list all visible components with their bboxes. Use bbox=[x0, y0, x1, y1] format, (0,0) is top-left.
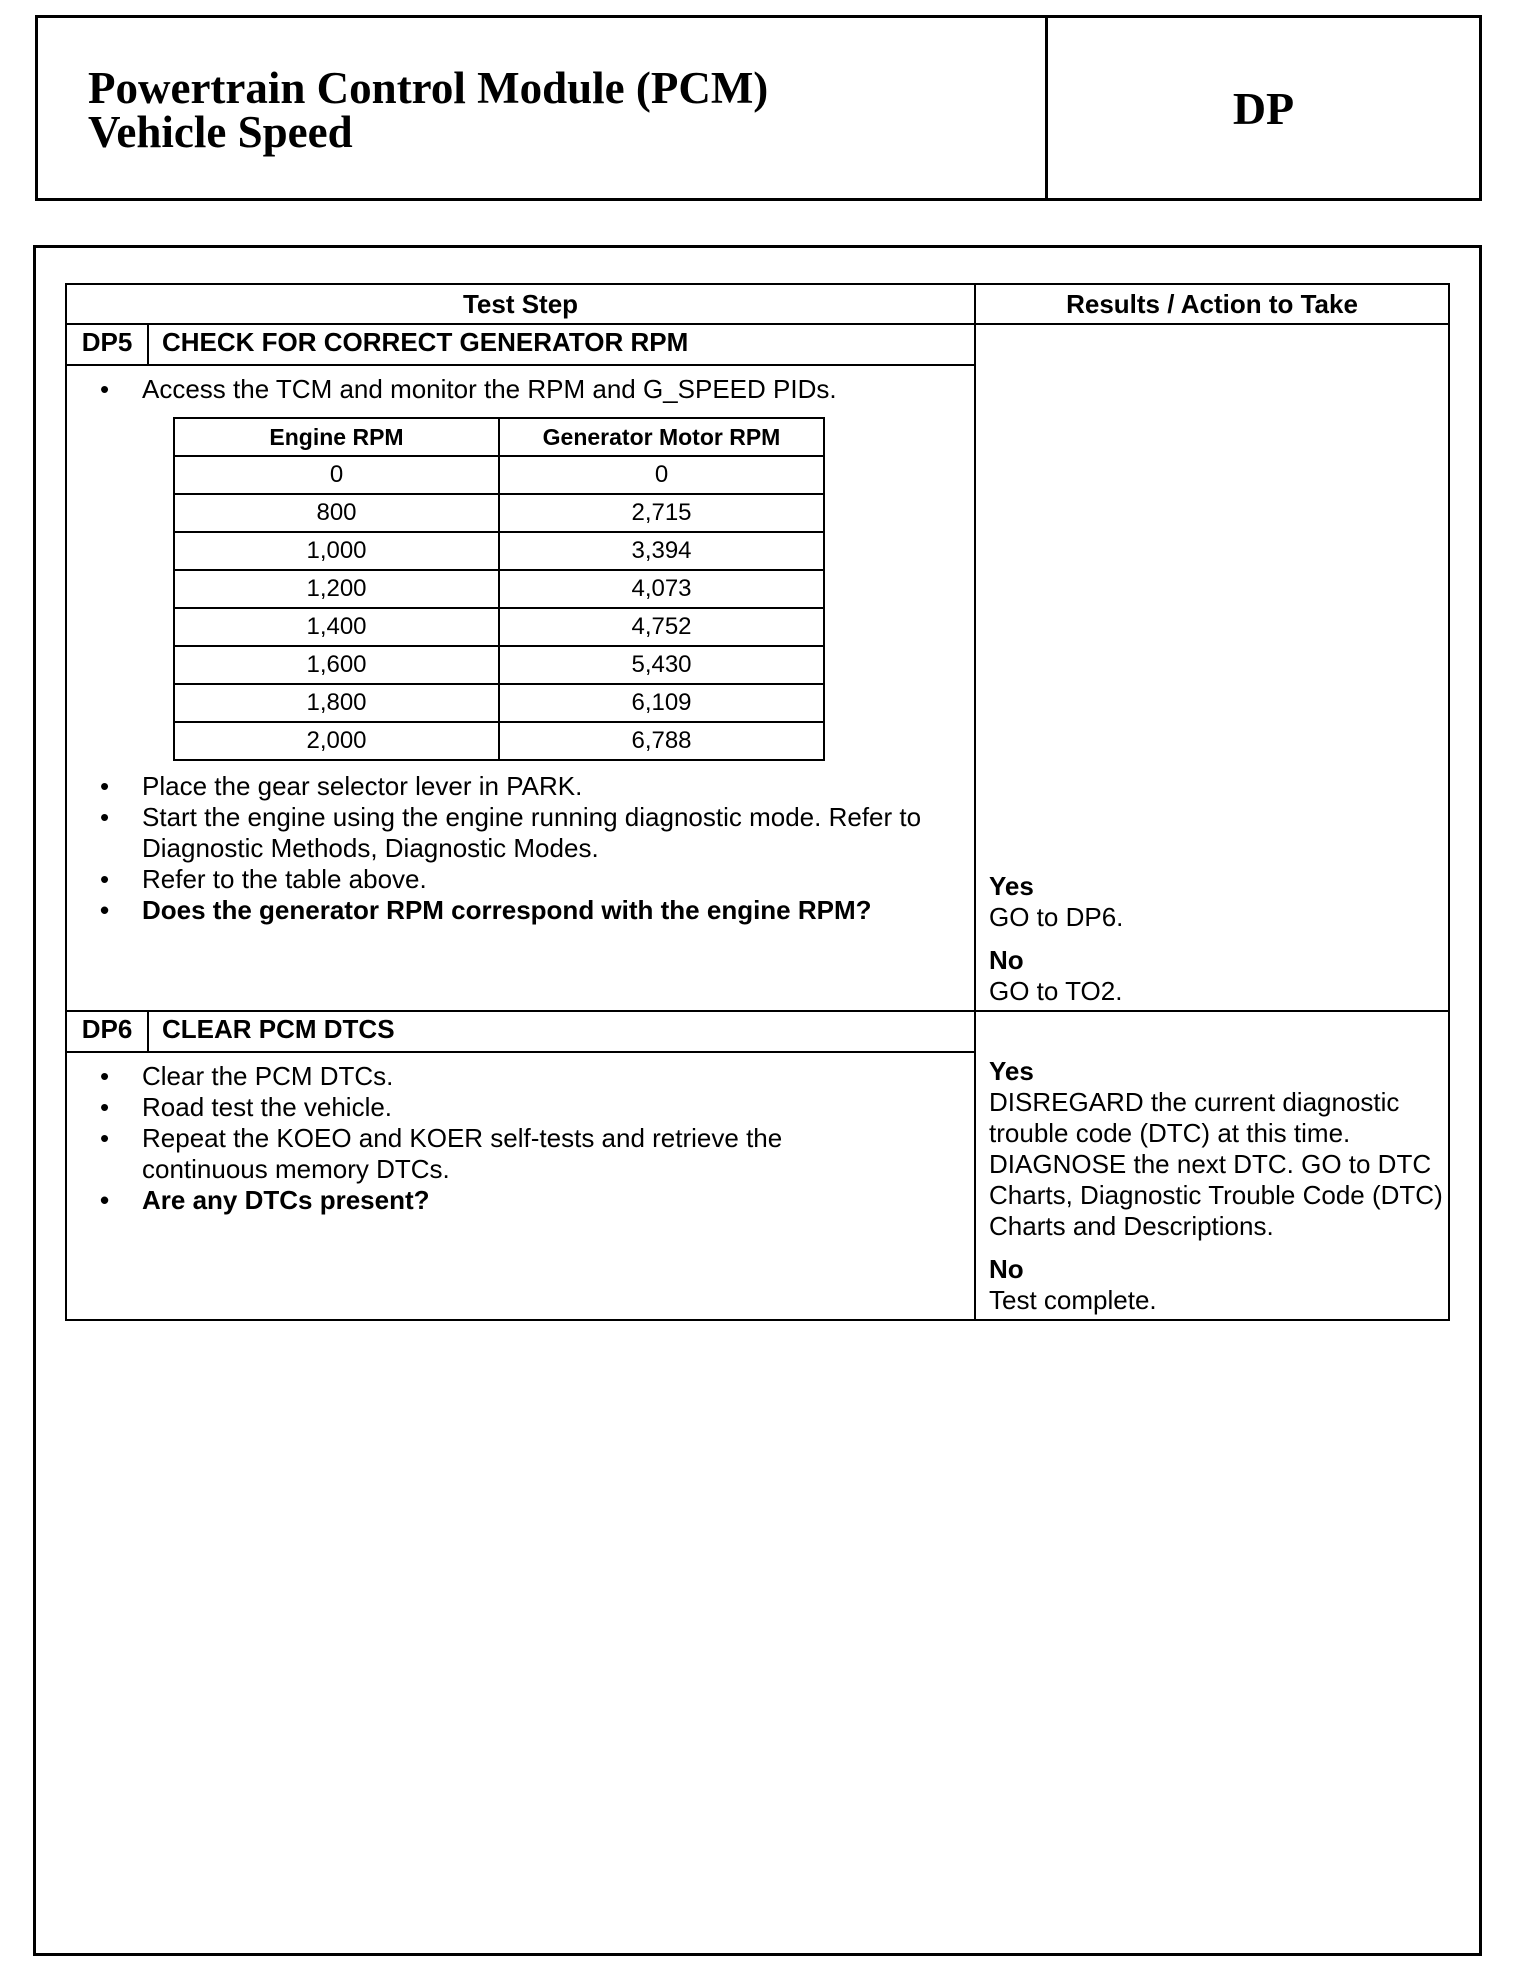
engine-rpm-cell: 800 bbox=[174, 494, 499, 532]
result-yes-text: GO to DP6. bbox=[989, 902, 1124, 932]
step-dp6-results bbox=[975, 1011, 1449, 1320]
generator-rpm-cell: 2,715 bbox=[499, 494, 824, 532]
table-row bbox=[174, 722, 824, 760]
page-title bbox=[88, 63, 769, 157]
generator-rpm-cell: 6,109 bbox=[499, 684, 824, 722]
list-item: • Refer to the table above. bbox=[142, 864, 934, 895]
result-yes-label: Yes bbox=[989, 1056, 1034, 1086]
rpm-header-generator: Generator Motor RPM bbox=[499, 418, 824, 456]
step-dp5-body bbox=[66, 365, 975, 1011]
result-no-text: GO to TO2. bbox=[989, 976, 1123, 1006]
list-item: • Repeat the KOEO and KOER self-tests and retrieve the continuous memory DTCs. bbox=[142, 1123, 914, 1185]
result-no-label: No bbox=[989, 945, 1024, 975]
table-row bbox=[174, 684, 824, 722]
step-dp5-post-list bbox=[67, 771, 974, 926]
result-yes-label: Yes bbox=[989, 871, 1034, 901]
list-item: • Clear the PCM DTCs. bbox=[142, 1061, 914, 1092]
generator-rpm-cell: 4,073 bbox=[499, 570, 824, 608]
result-yes-text: DISREGARD the current diagnostic trouble code (DTC) at this time. DIAGNOSE the next DTC. GO to DTC Charts, Diagnostic Trouble Code (DTC) Charts and Descriptions. bbox=[989, 1087, 1443, 1241]
list-item: • Does the generator RPM correspond with the engine RPM? bbox=[142, 895, 934, 926]
generator-rpm-cell: 3,394 bbox=[499, 532, 824, 570]
table-row bbox=[174, 532, 824, 570]
page-header bbox=[35, 15, 1482, 201]
generator-rpm-cell: 6,788 bbox=[499, 722, 824, 760]
title-line-2: Vehicle Speed bbox=[88, 107, 353, 157]
step-id: DP6 bbox=[66, 1011, 148, 1052]
engine-rpm-cell: 1,600 bbox=[174, 646, 499, 684]
table-header-row bbox=[66, 284, 1449, 324]
list-item: • Access the TCM and monitor the RPM and G_SPEED PIDs. bbox=[142, 374, 914, 405]
section-code: DP bbox=[1232, 82, 1295, 134]
rpm-table bbox=[173, 417, 825, 761]
list-item: • Place the gear selector lever in PARK. bbox=[142, 771, 934, 802]
engine-rpm-cell: 1,200 bbox=[174, 570, 499, 608]
table-row bbox=[174, 608, 824, 646]
generator-rpm-cell: 5,430 bbox=[499, 646, 824, 684]
table-row bbox=[174, 646, 824, 684]
result-no-text: Test complete. bbox=[989, 1285, 1157, 1315]
table-row bbox=[174, 456, 824, 494]
list-item: • Road test the vehicle. bbox=[142, 1092, 914, 1123]
step-title: CHECK FOR CORRECT GENERATOR RPM bbox=[148, 324, 975, 365]
engine-rpm-cell: 0 bbox=[174, 456, 499, 494]
title-line-1: Powertrain Control Module (PCM) bbox=[88, 63, 769, 113]
table-row bbox=[174, 494, 824, 532]
test-step-table bbox=[65, 283, 1450, 1321]
step-dp5-title-row bbox=[66, 324, 1449, 365]
engine-rpm-cell: 2,000 bbox=[174, 722, 499, 760]
step-dp5-pre-list bbox=[67, 374, 974, 405]
step-title: CLEAR PCM DTCS bbox=[148, 1011, 975, 1052]
table-row bbox=[174, 570, 824, 608]
step-dp6-list bbox=[67, 1061, 974, 1216]
rpm-header-engine: Engine RPM bbox=[174, 418, 499, 456]
col-header-test-step: Test Step bbox=[66, 284, 975, 324]
result-no-label: No bbox=[989, 1254, 1024, 1284]
rpm-header-row bbox=[174, 418, 824, 456]
generator-rpm-cell: 0 bbox=[499, 456, 824, 494]
engine-rpm-cell: 1,800 bbox=[174, 684, 499, 722]
title-cell bbox=[38, 18, 1048, 198]
col-header-results: Results / Action to Take bbox=[975, 284, 1449, 324]
step-id: DP5 bbox=[66, 324, 148, 365]
step-dp6-title-row bbox=[66, 1011, 1449, 1052]
engine-rpm-cell: 1,400 bbox=[174, 608, 499, 646]
list-item: • Are any DTCs present? bbox=[142, 1185, 914, 1216]
step-dp6-body bbox=[66, 1052, 975, 1320]
engine-rpm-cell: 1,000 bbox=[174, 532, 499, 570]
list-item: • Start the engine using the engine running diagnostic mode. Refer to Diagnostic Methods, Diagnostic Modes. bbox=[142, 802, 934, 864]
step-dp5-results bbox=[975, 324, 1449, 1011]
generator-rpm-cell: 4,752 bbox=[499, 608, 824, 646]
